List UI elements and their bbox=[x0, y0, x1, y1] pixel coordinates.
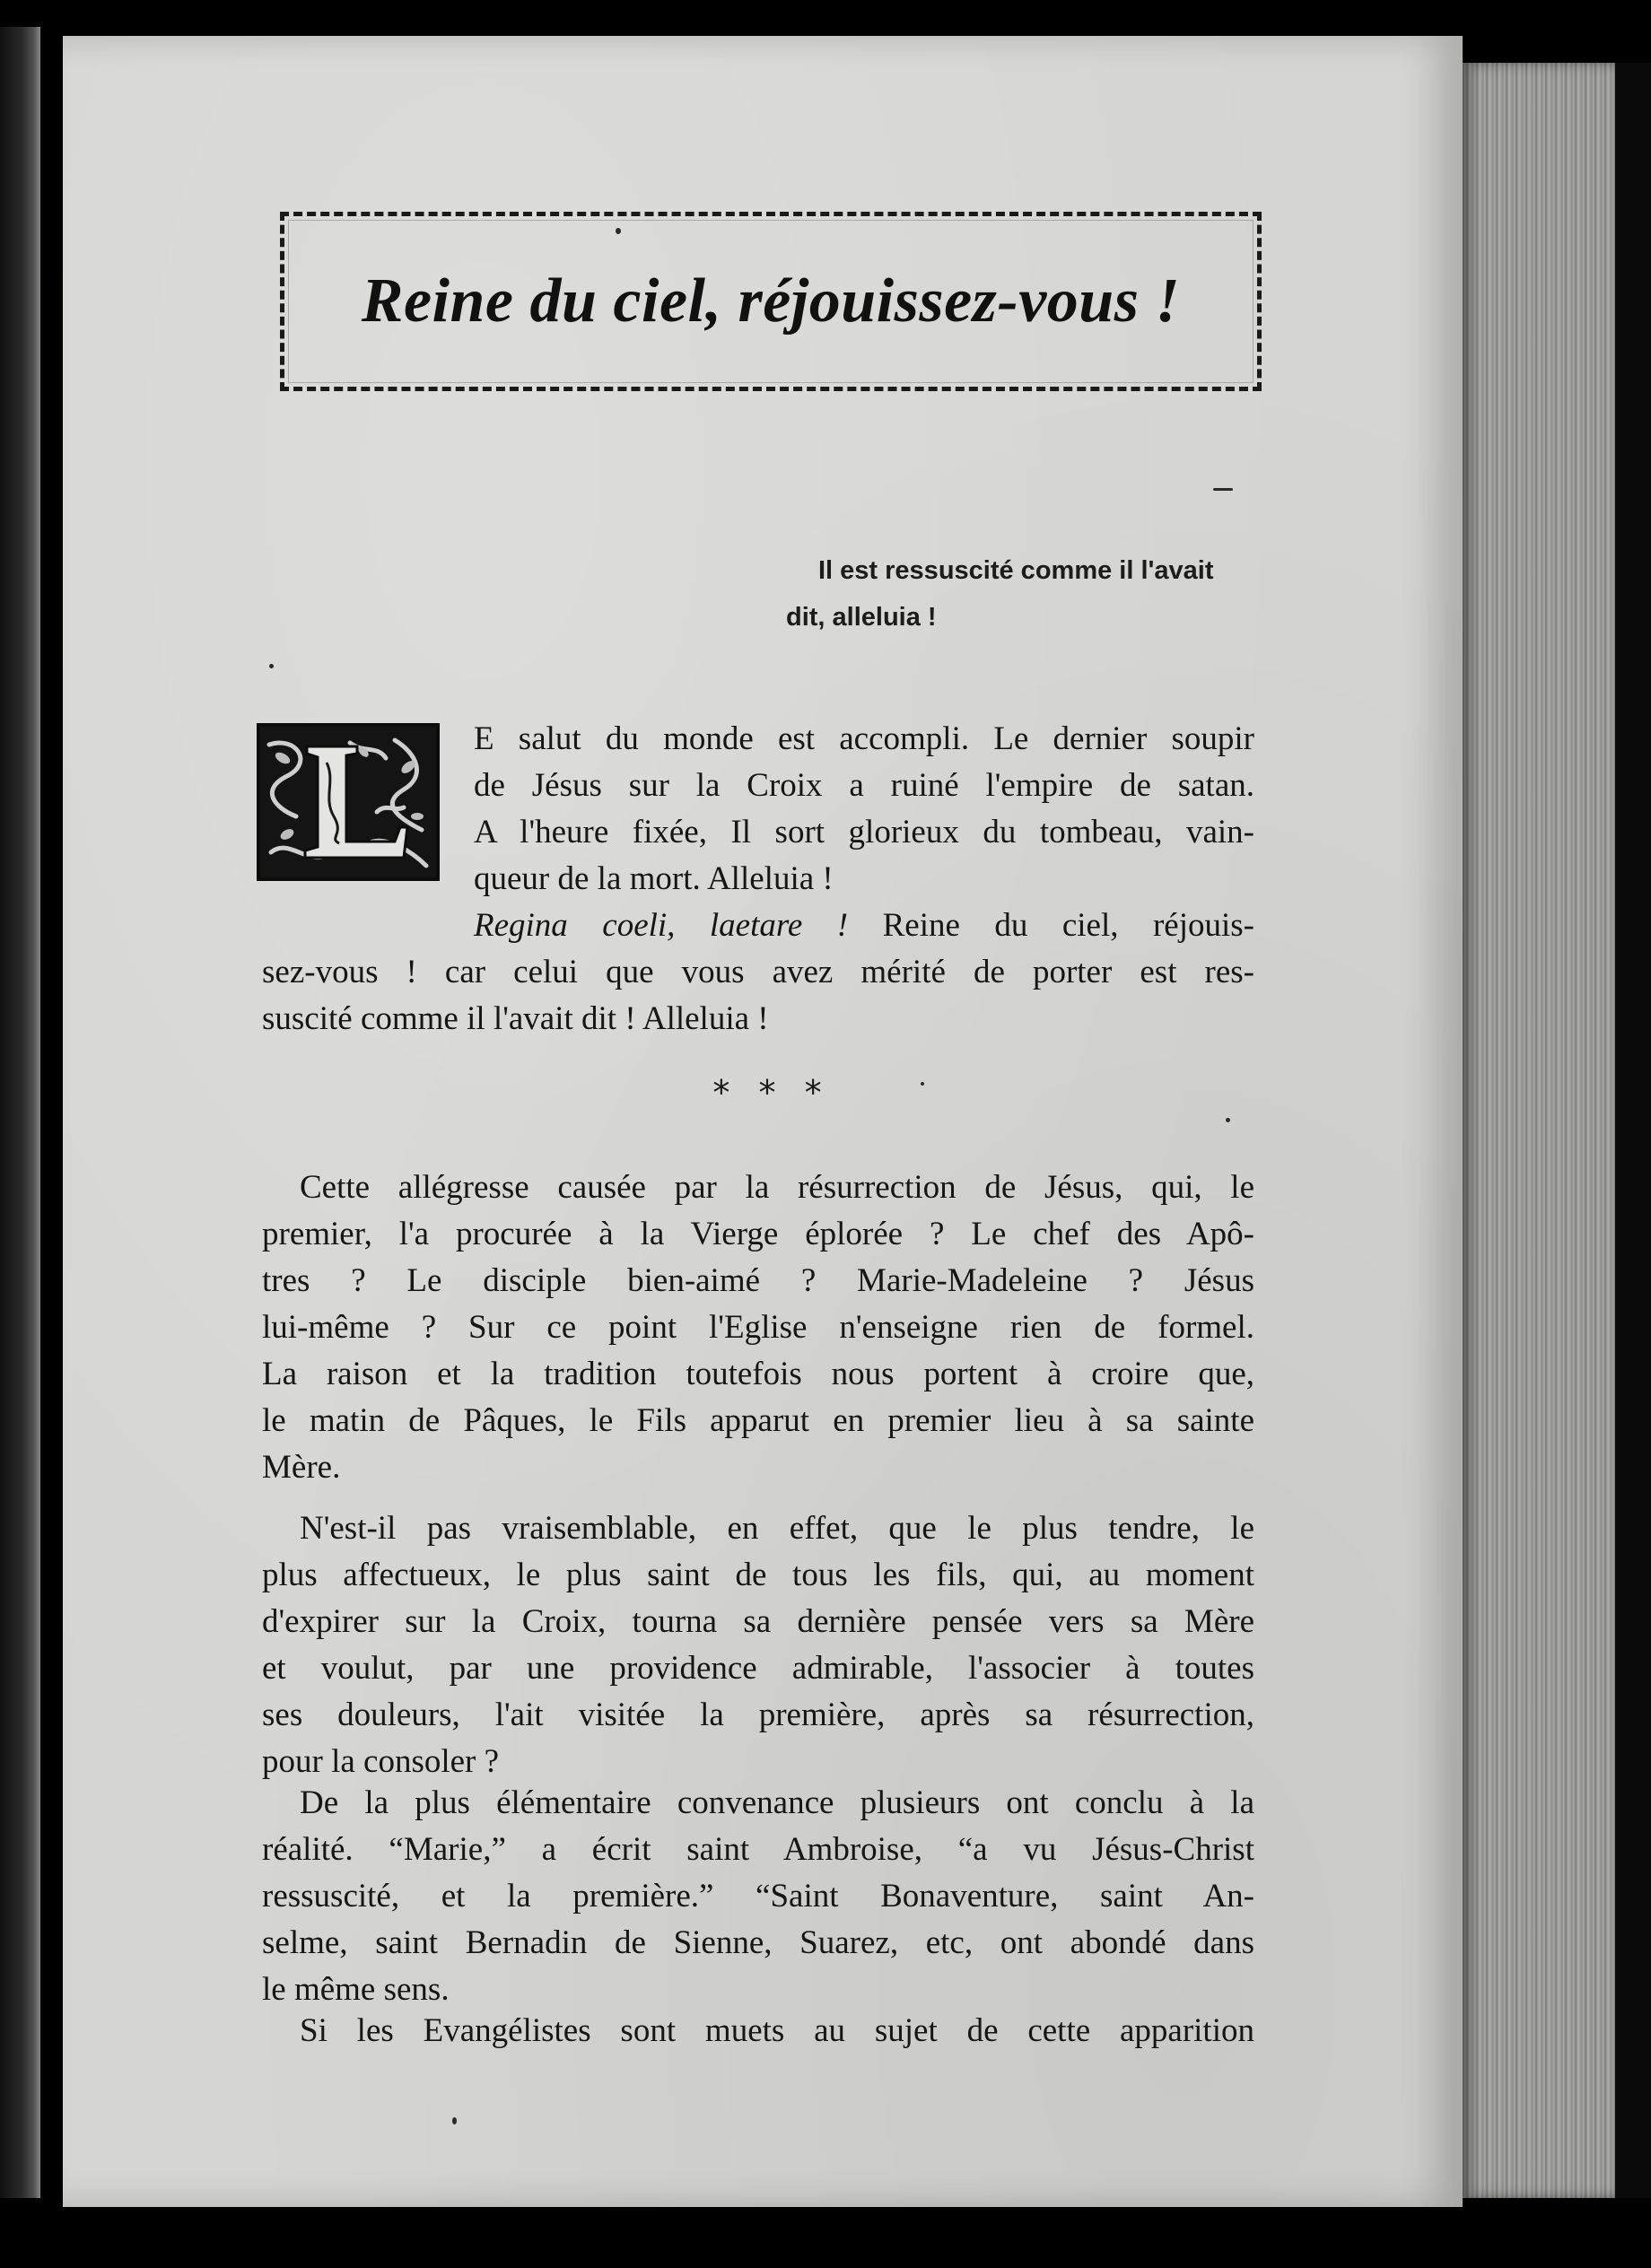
text-line bbox=[262, 903, 1254, 949]
text-line: A l'heure fixée, Il sort glorieux du tombeau, vain- bbox=[474, 814, 1254, 850]
text-line: lui-même ? Sur ce point l'Eglise n'enseigne rien de formel. bbox=[262, 1309, 1254, 1346]
text-line: plus affectueux, le plus saint de tous les fils, qui, au moment bbox=[262, 1557, 1254, 1593]
text-line: queur de la mort. Alleluia ! bbox=[474, 860, 834, 897]
text-line: le même sens. bbox=[262, 1971, 450, 2008]
scan-speck bbox=[269, 664, 274, 668]
scan-speck bbox=[921, 1082, 924, 1086]
text-line: Cette allégresse causée par la résurrection de Jésus, qui, le bbox=[300, 1169, 1254, 1206]
intro-paragraph bbox=[262, 716, 1254, 1042]
text-line: La raison et la tradition toutefois nous portent à croire que, bbox=[262, 1356, 1254, 1392]
text-line: le matin de Pâques, le Fils apparut en premier lieu à sa sainte bbox=[262, 1402, 1254, 1439]
text-line: selme, saint Bernadin de Sienne, Suarez, etc, ont abondé dans bbox=[262, 1924, 1254, 1961]
title-frame bbox=[280, 212, 1262, 391]
paragraph bbox=[262, 1165, 1254, 1491]
text-line: et voulut, par une providence admirable, l'associer à toutes bbox=[262, 1650, 1254, 1687]
text-line: de Jésus sur la Croix a ruiné l'empire de satan. bbox=[474, 767, 1254, 804]
text-line: Si les Evangélistes sont muets au sujet de cette apparition bbox=[300, 2012, 1254, 2049]
epigraph bbox=[786, 547, 1288, 641]
text-line: Mère. bbox=[262, 1449, 341, 1486]
text-line: ressuscité, et la première.” “Saint Bonaventure, saint An- bbox=[262, 1878, 1254, 1915]
text-line: d'expirer sur la Croix, tourna sa dernière pensée vers sa Mère bbox=[262, 1603, 1254, 1640]
text-line: E salut du monde est accompli. Le dernier soupir bbox=[474, 720, 1254, 757]
scan-speck bbox=[452, 2117, 457, 2124]
scan-speck bbox=[1213, 488, 1233, 491]
text-line: suscité comme il l'avait dit ! Alleluia ! bbox=[262, 1000, 769, 1037]
scan-speck bbox=[1226, 1118, 1230, 1122]
page-stack-edge bbox=[1463, 63, 1615, 2198]
text-line: pour la consoler ? bbox=[262, 1743, 500, 1780]
epigraph-line: Il est ressuscité comme il l'avait bbox=[818, 556, 1214, 585]
book-left-edge bbox=[0, 27, 40, 2198]
paragraph bbox=[262, 2008, 1254, 2054]
text-fragment: Reine du ciel, réjouis- bbox=[848, 907, 1254, 944]
text-line: De la plus élémentaire convenance plusieurs ont conclu à la bbox=[300, 1784, 1254, 1821]
scan-speck bbox=[616, 228, 621, 234]
text-line: sez-vous ! car celui que vous avez mérité de porter est res- bbox=[262, 954, 1254, 990]
text-line: ses douleurs, l'ait visitée la première, après sa résurrection, bbox=[262, 1697, 1254, 1733]
section-separator: * * * bbox=[712, 1073, 831, 1112]
text-line: tres ? Le disciple bien-aimé ? Marie-Madeleine ? Jésus bbox=[262, 1262, 1254, 1299]
paragraph bbox=[262, 1505, 1254, 1785]
page-title: Reine du ciel, réjouissez-vous ! bbox=[361, 266, 1181, 336]
text-line: premier, l'a procurée à la Vierge éplorée ? Le chef des Apô- bbox=[262, 1216, 1254, 1252]
paragraph bbox=[262, 1780, 1254, 2013]
epigraph-line: dit, alleluia ! bbox=[786, 603, 937, 632]
page-stack-shadow bbox=[1615, 63, 1651, 2198]
text-line: réalité. “Marie,” a écrit saint Ambroise, “a vu Jésus-Christ bbox=[262, 1831, 1254, 1868]
latin-phrase: Regina coeli, laetare ! bbox=[474, 907, 849, 944]
text-line: N'est-il pas vraisemblable, en effet, que le plus tendre, le bbox=[300, 1510, 1254, 1547]
